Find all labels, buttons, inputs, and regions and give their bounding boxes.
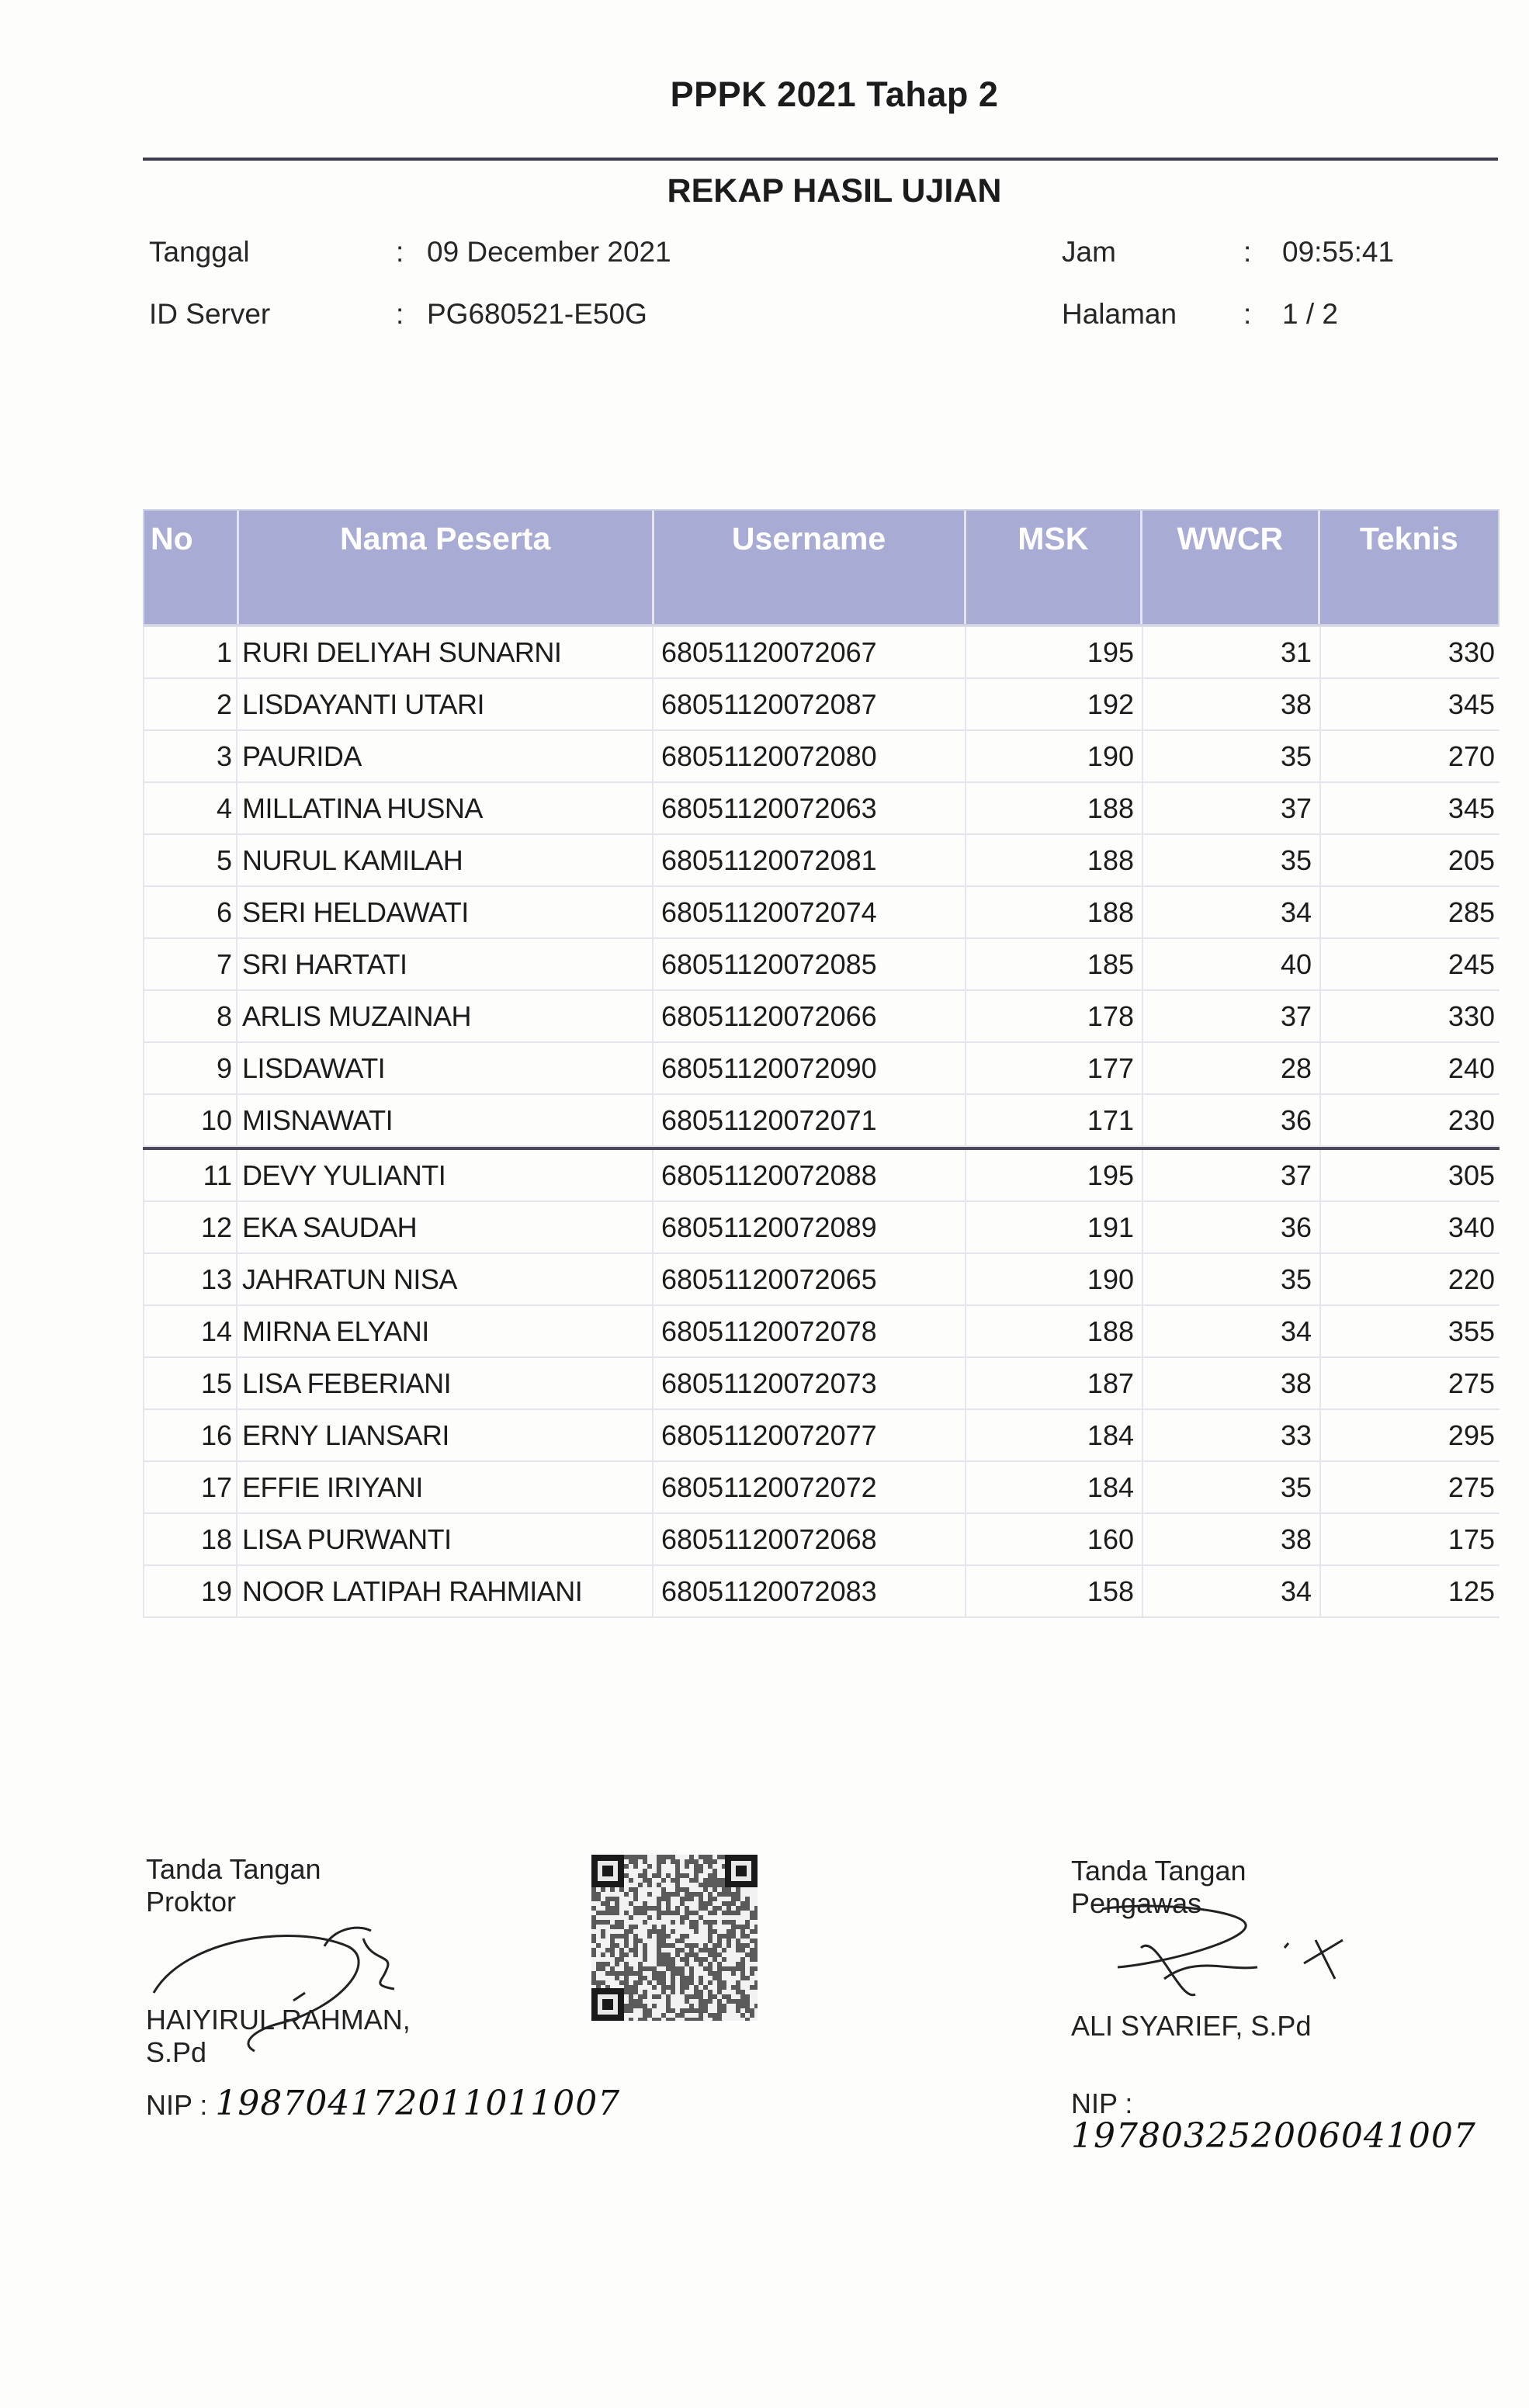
- table-header: [143, 509, 1500, 625]
- tanggal-colon: :: [396, 236, 404, 268]
- table-row: [143, 1462, 1500, 1514]
- cell-wwcr: 38: [1143, 1514, 1321, 1564]
- table-row: [143, 835, 1500, 887]
- halaman-value: 1 / 2: [1282, 298, 1338, 330]
- cell-teknis: 285: [1448, 896, 1495, 928]
- halaman-label: Halaman: [1062, 298, 1177, 330]
- cell-user: 68051120072072: [654, 1462, 966, 1512]
- tanggal-value: 09 December 2021: [427, 236, 671, 268]
- header-msk: MSK: [966, 511, 1142, 624]
- qr-code: [591, 1855, 758, 2021]
- table-row: [143, 939, 1500, 991]
- pengawas-name: ALI SYARIEF, S.Pd: [1071, 2010, 1312, 2042]
- cell-user: 68051120072071: [654, 1095, 966, 1145]
- cell-wwcr: 40: [1143, 939, 1321, 989]
- cell-msk: 177: [966, 1043, 1143, 1093]
- cell-msk: 160: [966, 1514, 1143, 1564]
- cell-wwcr: 35: [1143, 835, 1321, 885]
- cell-no: 11: [143, 1150, 237, 1201]
- cell-name: DEVY YULIANTI: [237, 1150, 654, 1201]
- cell-msk: 171: [966, 1095, 1143, 1145]
- cell-user: 68051120072083: [654, 1566, 966, 1616]
- cell-wwcr: 38: [1143, 679, 1321, 729]
- cell-wwcr: 37: [1143, 783, 1321, 833]
- cell-wwcr: 38: [1143, 1358, 1321, 1408]
- cell-user: 68051120072068: [654, 1514, 966, 1564]
- cell-name: RURI DELIYAH SUNARNI: [237, 627, 654, 677]
- proktor-name-block: [146, 2004, 411, 2069]
- cell-name: MILLATINA HUSNA: [237, 783, 654, 833]
- cell-wwcr: 37: [1143, 991, 1321, 1041]
- cell-no: 14: [143, 1306, 237, 1356]
- cell-wwcr: 28: [1143, 1043, 1321, 1093]
- table-body: [143, 625, 1500, 1618]
- cell-msk: 190: [966, 1254, 1143, 1304]
- cell-msk: 185: [966, 939, 1143, 989]
- cell-msk: 184: [966, 1462, 1143, 1512]
- cell-teknis: 345: [1448, 688, 1495, 720]
- cell-user: 68051120072089: [654, 1202, 966, 1253]
- cell-teknis: 220: [1448, 1263, 1495, 1295]
- cell-name: MISNAWATI: [237, 1095, 654, 1145]
- cell-teknis: 125: [1448, 1575, 1495, 1607]
- cell-teknis: 270: [1448, 740, 1495, 772]
- table-row: [143, 1147, 1500, 1202]
- server-label: ID Server: [149, 298, 271, 330]
- cell-user: 68051120072073: [654, 1358, 966, 1408]
- pengawas-signature-scribble: [1071, 1893, 1397, 2018]
- table-row: [143, 1410, 1500, 1462]
- header-username: Username: [654, 511, 966, 624]
- cell-no: 9: [143, 1043, 237, 1093]
- document-title: PPPK 2021 Tahap 2: [670, 74, 999, 114]
- cell-user: 68051120072077: [654, 1410, 966, 1460]
- cell-user: 68051120072067: [654, 627, 966, 677]
- cell-no: 7: [143, 939, 237, 989]
- proktor-label-1: Tanda Tangan: [146, 1853, 321, 1885]
- cell-no: 6: [143, 887, 237, 937]
- cell-user: 68051120072088: [654, 1150, 966, 1201]
- cell-no: 8: [143, 991, 237, 1041]
- cell-name: EKA SAUDAH: [237, 1202, 654, 1253]
- cell-teknis: 340: [1448, 1211, 1495, 1243]
- cell-name: PAURIDA: [237, 731, 654, 781]
- cell-msk: 195: [966, 1150, 1143, 1201]
- cell-name: SRI HARTATI: [237, 939, 654, 989]
- server-value: PG680521-E50G: [427, 298, 647, 330]
- table-row: [143, 679, 1500, 731]
- cell-no: 5: [143, 835, 237, 885]
- server-colon: :: [396, 298, 404, 330]
- cell-wwcr: 34: [1143, 1306, 1321, 1356]
- cell-name: NOOR LATIPAH RAHMIANI: [237, 1566, 654, 1616]
- table-row: [143, 1095, 1500, 1147]
- header-nama-peserta: Nama Peserta: [239, 511, 654, 624]
- table-row: [143, 1514, 1500, 1566]
- cell-user: 68051120072074: [654, 887, 966, 937]
- header-wwcr: WWCR: [1142, 511, 1319, 624]
- cell-name: EFFIE IRIYANI: [237, 1462, 654, 1512]
- cell-name: JAHRATUN NISA: [237, 1254, 654, 1304]
- cell-msk: 188: [966, 887, 1143, 937]
- document-subtitle: REKAP HASIL UJIAN: [667, 172, 1002, 210]
- cell-name: NURUL KAMILAH: [237, 835, 654, 885]
- cell-wwcr: 35: [1143, 731, 1321, 781]
- cell-no: 15: [143, 1358, 237, 1408]
- jam-value: 09:55:41: [1282, 236, 1395, 268]
- cell-teknis: 275: [1448, 1471, 1495, 1503]
- cell-user: 68051120072066: [654, 991, 966, 1041]
- pengawas-nip: [1071, 2088, 1529, 2154]
- cell-teknis: 330: [1448, 1000, 1495, 1032]
- cell-msk: 184: [966, 1410, 1143, 1460]
- table-row: [143, 783, 1500, 835]
- cell-no: 19: [143, 1566, 237, 1616]
- cell-no: 18: [143, 1514, 237, 1564]
- table-row: [143, 1566, 1500, 1618]
- cell-teknis: 245: [1448, 948, 1495, 980]
- tanggal-label: Tanggal: [149, 236, 250, 268]
- table-row: [143, 1254, 1500, 1306]
- cell-teknis: 305: [1448, 1159, 1495, 1191]
- cell-msk: 188: [966, 1306, 1143, 1356]
- cell-msk: 192: [966, 679, 1143, 729]
- cell-user: 68051120072065: [654, 1254, 966, 1304]
- cell-wwcr: 31: [1143, 627, 1321, 677]
- cell-user: 68051120072081: [654, 835, 966, 885]
- cell-msk: 188: [966, 835, 1143, 885]
- cell-no: 10: [143, 1095, 237, 1145]
- cell-user: 68051120072087: [654, 679, 966, 729]
- header-no: No: [144, 511, 239, 624]
- table-row: [143, 731, 1500, 783]
- cell-wwcr: 37: [1143, 1150, 1321, 1201]
- table-row: [143, 625, 1500, 679]
- cell-wwcr: 34: [1143, 1566, 1321, 1616]
- table-row: [143, 1306, 1500, 1358]
- cell-name: SERI HELDAWATI: [237, 887, 654, 937]
- cell-user: 68051120072078: [654, 1306, 966, 1356]
- cell-no: 1: [143, 627, 237, 677]
- cell-no: 13: [143, 1254, 237, 1304]
- table-row: [143, 1043, 1500, 1095]
- halaman-colon: :: [1243, 298, 1252, 330]
- cell-msk: 188: [966, 783, 1143, 833]
- pengawas-nip-label: NIP :: [1071, 2088, 1133, 2119]
- cell-msk: 190: [966, 731, 1143, 781]
- cell-wwcr: 35: [1143, 1254, 1321, 1304]
- proktor-title: S.Pd: [146, 2036, 207, 2068]
- cell-name: ARLIS MUZAINAH: [237, 991, 654, 1041]
- proktor-nip-value: 198704172011011007: [215, 2084, 621, 2123]
- title-divider: [143, 158, 1498, 161]
- cell-no: 12: [143, 1202, 237, 1253]
- cell-user: 68051120072085: [654, 939, 966, 989]
- cell-teknis: 230: [1448, 1104, 1495, 1136]
- pengawas-nip-value: 197803252006041007: [1071, 2116, 1476, 2156]
- table-row: [143, 1202, 1500, 1254]
- table-row: [143, 887, 1500, 939]
- cell-teknis: 275: [1448, 1367, 1495, 1399]
- cell-teknis: 205: [1448, 844, 1495, 876]
- cell-teknis: 295: [1448, 1419, 1495, 1451]
- cell-wwcr: 36: [1143, 1202, 1321, 1253]
- cell-msk: 178: [966, 991, 1143, 1041]
- cell-name: LISA PURWANTI: [237, 1514, 654, 1564]
- cell-no: 17: [143, 1462, 237, 1512]
- results-table: [143, 509, 1500, 1618]
- cell-name: LISDAWATI: [237, 1043, 654, 1093]
- cell-msk: 195: [966, 627, 1143, 677]
- pengawas-label-2: Pengawas: [1071, 1887, 1202, 1919]
- cell-name: ERNY LIANSARI: [237, 1410, 654, 1460]
- table-row: [143, 1358, 1500, 1410]
- cell-teknis: 355: [1448, 1315, 1495, 1347]
- cell-msk: 158: [966, 1566, 1143, 1616]
- pengawas-label-1: Tanda Tangan: [1071, 1855, 1246, 1887]
- cell-no: 4: [143, 783, 237, 833]
- cell-name: LISDAYANTI UTARI: [237, 679, 654, 729]
- jam-colon: :: [1243, 236, 1252, 268]
- jam-label: Jam: [1062, 236, 1116, 268]
- proktor-nip: [146, 2084, 621, 2123]
- cell-name: LISA FEBERIANI: [237, 1358, 654, 1408]
- cell-teknis: 345: [1448, 792, 1495, 824]
- cell-msk: 187: [966, 1358, 1143, 1408]
- cell-wwcr: 34: [1143, 887, 1321, 937]
- cell-teknis: 330: [1448, 636, 1495, 668]
- cell-user: 68051120072063: [654, 783, 966, 833]
- cell-wwcr: 33: [1143, 1410, 1321, 1460]
- cell-no: 2: [143, 679, 237, 729]
- cell-teknis: 240: [1448, 1052, 1495, 1084]
- cell-wwcr: 35: [1143, 1462, 1321, 1512]
- cell-wwcr: 36: [1143, 1095, 1321, 1145]
- proktor-nip-label: NIP :: [146, 2089, 208, 2121]
- cell-name: MIRNA ELYANI: [237, 1306, 654, 1356]
- proktor-label-2: Proktor: [146, 1886, 237, 1918]
- cell-user: 68051120072090: [654, 1043, 966, 1093]
- cell-no: 3: [143, 731, 237, 781]
- pengawas-name-block: [1071, 2010, 1311, 2042]
- proktor-name: HAIYIRUL RAHMAN,: [146, 2004, 411, 2036]
- cell-no: 16: [143, 1410, 237, 1460]
- cell-user: 68051120072080: [654, 731, 966, 781]
- header-teknis: Teknis: [1359, 521, 1458, 556]
- cell-teknis: 175: [1448, 1523, 1495, 1555]
- table-row: [143, 991, 1500, 1043]
- cell-msk: 191: [966, 1202, 1143, 1253]
